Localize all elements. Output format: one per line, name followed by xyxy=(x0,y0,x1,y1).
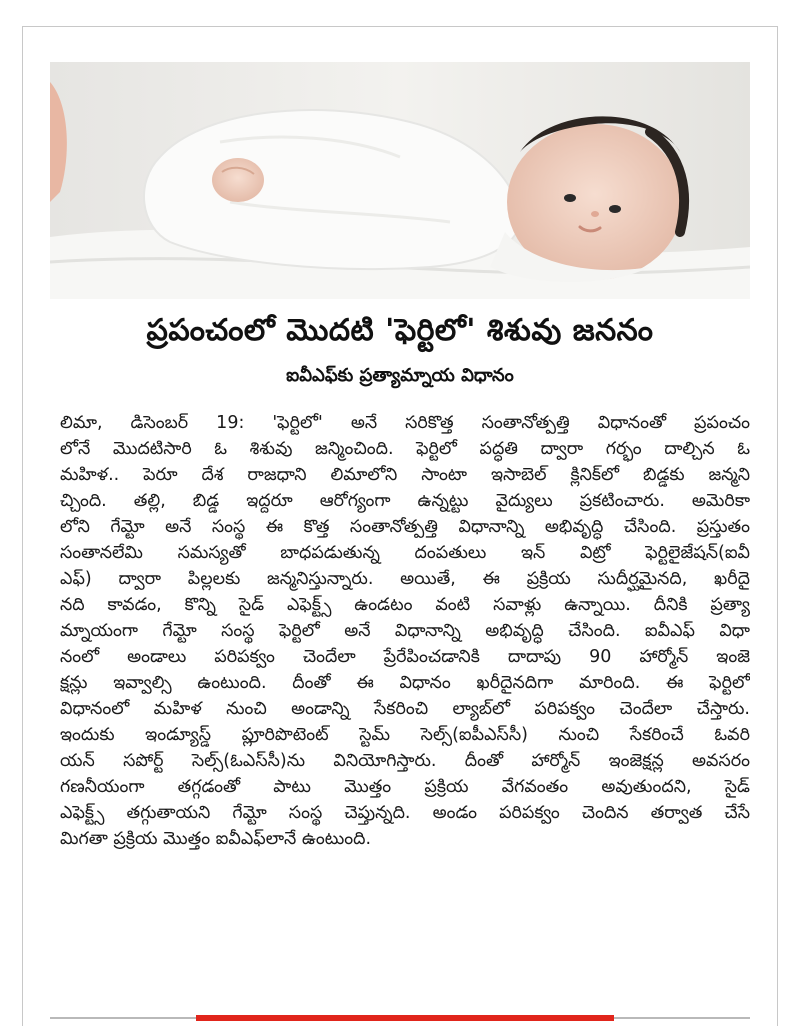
body-line: నది కావడం, కొన్ని సైడ్ ఎఫెక్ట్స్ ఉండటం వంటి సవాళ్లు ఉన్నాయి. దీనికి ప్రత్యా xyxy=(60,595,750,615)
article-body xyxy=(60,410,750,852)
body-line: గణనీయంగా తగ్గడంతో పాటు మొత్తం ప్రక్రియ వేగవంతం అవుతుందని, సైడ్ xyxy=(60,777,750,797)
body-line: లిమా, డిసెంబర్ 19: 'ఫెర్టిలో' అనే సరికొత్త సంతానోత్పత్తి విధానంతో ప్రపంచం xyxy=(60,413,750,433)
body-line: మహిళ.. పెరూ దేశ రాజధాని లిమాలోని సాంటా ఇసాబెల్ క్లినిక్‌లో బిడ్డకు జన్మని xyxy=(60,465,750,485)
body-line: క్షన్లు ఇవ్వాల్సి ఉంటుంది. దీంతో ఈ విధానం ఖరీదైనదిగా మారింది. ఈ ఫెర్టిలో xyxy=(60,673,750,693)
body-line: మ్నాయంగా గేమ్టో సంస్థ ఫెర్టిలో అనే విధానాన్ని అభివృద్ధి చేసింది. ఐవీఎఫ్ విధా xyxy=(60,621,750,641)
body-line: ఎఫెక్ట్స్ తగ్గుతాయని గేమ్టో సంస్థ చెప్తున్నది. అండం పరిపక్వం చెందిన తర్వాత చేసే xyxy=(60,803,750,823)
article-headline: ప్రపంచంలో మొదటి 'ఫెర్టిలో' శిశువు జననం xyxy=(146,313,654,348)
body-line: సంతానలేమి సమస్యతో బాధపడుతున్న దంపతులు ఇన్ విట్రో ఫెర్టిలైజేషన్(ఐవీ xyxy=(60,543,750,563)
body-line: నంలో అండాలు పరిపక్వం చెందేలా ప్రేరేపించడానికి దాదాపు 90 హార్మోన్ ఇంజె xyxy=(60,647,750,667)
newborn-baby-photo xyxy=(50,62,750,299)
bottom-accent-bar xyxy=(196,1015,614,1021)
article-subheadline: ఐవీఎఫ్‌కు ప్రత్యామ్నాయ విధానం xyxy=(286,365,514,386)
body-line: ఇందుకు ఇండ్యూస్డ్ ప్లూరిపొటెంట్ స్టెమ్ సెల్స్(ఐపీఎస్‌సీ) నుంచి సేకరించే ఓవరి xyxy=(60,725,750,745)
body-line: లోనే మొదటిసారి ఓ శిశువు జన్మించింది. ఫెర్టిలో పద్ధతి ద్వారా గర్భం దాల్చిన ఓ xyxy=(60,439,750,459)
body-line: విధానంలో మహిళ నుంచి అండాన్ని సేకరించి ల్యాబ్‌లో పరిపక్వం చెందేలా చేస్తారు. xyxy=(60,699,750,719)
body-line: లోని గేమ్టో అనే సంస్థ ఈ కొత్త సంతానోత్పత్తి విధానాన్ని అభివృద్ధి చేసింది. ప్రస్తుతం xyxy=(60,517,750,537)
body-line: యన్ సపోర్ట్ సెల్స్(ఓఎస్‌సీ)ను వినియోగిస్తారు. దీంతో హార్మోన్ ఇంజెక్షన్ల అవసరం xyxy=(60,751,750,771)
body-line: చ్చింది. తల్లి, బిడ్డ ఇద్దరూ ఆరోగ్యంగా ఉన్నట్టు వైద్యులు ప్రకటించారు. అమెరికా xyxy=(60,491,750,511)
body-line: మిగతా ప్రక్రియ మొత్తం ఐవీఎఫ్‌లానే ఉంటుంది. xyxy=(60,829,372,849)
body-line: ఎఫ్) ద్వారా పిల్లలకు జన్మనిస్తున్నారు. అయితే, ఈ ప్రక్రియ సుదీర్ఘమైనది, ఖరీదై xyxy=(60,569,750,589)
